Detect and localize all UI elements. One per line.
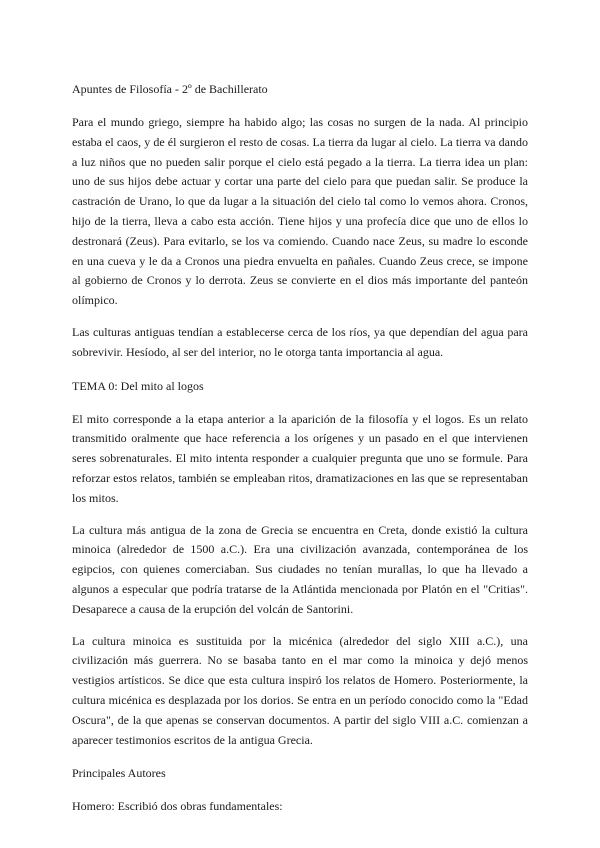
section-title: TEMA 0: Del mito al logos bbox=[72, 378, 204, 393]
paragraph-minoan-culture: La cultura más antigua de la zona de Grecia se encuentra en Creta, donde existió la cultura minoica (alrededor de 1500 a.C.). Era una civilización avanzada, contemporánea de los egipcios, con quienes comerciaban. Sus ciudades no tenían murallas, lo que ha llevado a algunos a especular que podría tratarse de la Atlántida mencionada por Platón en el "Critias". Desaparece a causa de la erupción del volcán de Santorini. bbox=[72, 522, 528, 616]
paragraph-ancient-cultures: Las culturas antiguas tendían a establecerse cerca de los ríos, ya que dependían del agua para sobrevivir. Hesíodo, al ser del interior, no le otorga tanta importancia al agua. bbox=[72, 324, 528, 359]
homer-line: Homero: Escribió dos obras fundamentales: bbox=[72, 799, 283, 814]
document-header: Apuntes de Filosofía - 2º de Bachillerato bbox=[72, 82, 268, 96]
paragraph-greek-myth: Para el mundo griego, siempre ha habido algo; las cosas no surgen de la nada. Al principio estaba el caos, y de él surgieron el resto de cosas. La tierra da lugar al cielo. La tierra va dando a luz niños que no pueden salir porque el cielo está pegado a la tierra. La tierra idea un plan: uno de sus hijos debe actuar y cortar una parte del cielo para que puedan salir. Se produce la castración de Urano, lo que da lugar a la situación del cielo tal como lo vemos ahora. Cronos, hijo de la tierra, lleva a cabo esta acción. Tiene hijos y una profecía dice que uno de ellos lo destronará (Zeus). Para evitarlo, se los va comiendo. Cuando nace Zeus, su madre lo esconde en una cueva y le da a Cronos una piedra envuelta en pañales. Cuando Zeus crece, se impone al gobierno de Cronos y lo derrota. Zeus se convierte en el dios más importante del panteón olímpico. bbox=[72, 115, 528, 308]
subsection-title: Principales Autores bbox=[72, 766, 166, 781]
paragraph-mycenaean-culture: La cultura minoica es sustituida por la micénica (alrededor del siglo XIII a.C.), una civilización más guerrera. No se basaba tanto en el mar como la minoica y dejó menos vestigios artísticos. Se dice que esta cultura inspiró los relatos de Homero. Posteriormente, la cultura micénica es desplazada por los dorios. Se entra en un período conocido como la "Edad Oscura", de la que apenas se conservan documentos. A partir del siglo VIII a.C. comienzan a aparecer testimonios escritos de la antigua Grecia. bbox=[72, 633, 528, 747]
paragraph-myth-definition: El mito corresponde a la etapa anterior a la aparición de la filosofía y el logos. Es un relato transmitido oralmente que hace referencia a los orígenes y un pasado en el que intervienen seres sobrenaturales. El mito intenta responder a cualquier pregunta que uno se formule. Para reforzar estos relatos, también se empleaban ritos, dramatizaciones en las que se representaban los mitos. bbox=[72, 411, 528, 505]
